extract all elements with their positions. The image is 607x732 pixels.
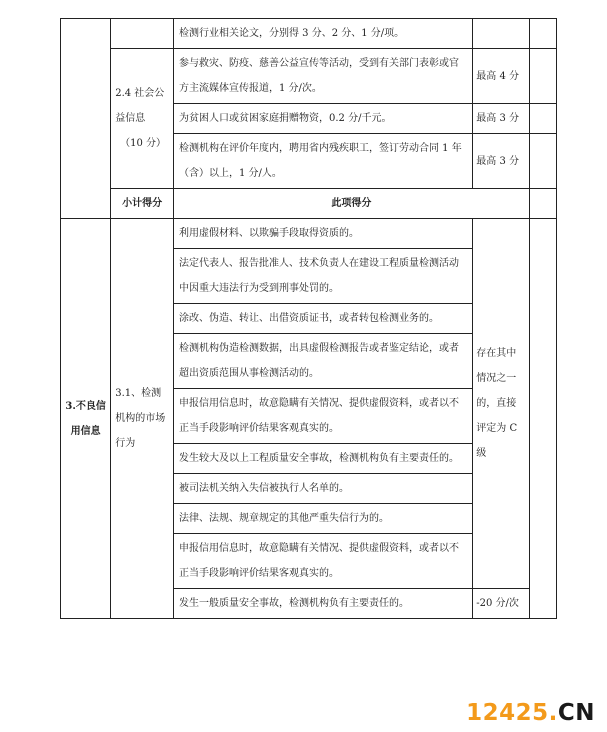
- criterion-text: 发生较大及以上工程质量安全事故，检测机构负有主要责任的。: [174, 444, 473, 474]
- sub-category-points: （10 分）: [120, 138, 167, 149]
- criterion-text: 发生一般质量安全事故，检测机构负有主要责任的。: [174, 589, 473, 619]
- criterion-text: 检测机构伪造检测数据，出具虚假检测报告或者鉴定结论，或者超出资质范围从事检测活动的。: [174, 334, 473, 389]
- criterion-text: 检测行业相关论文，分别得 3 分、2 分、1 分/项。: [174, 19, 473, 49]
- criterion-text: 申报信用信息时，故意隐瞒有关情况、提供虚假资料，或者以不正当手段影响评价结果客观真实的。: [174, 389, 473, 444]
- result-cell-empty: [529, 104, 556, 134]
- criterion-text: 涂改、伪造、转让、出借资质证书，或者转包检测业务的。: [174, 304, 473, 334]
- credit-evaluation-table-page: [60, 18, 557, 619]
- watermark-suffix: CN: [557, 700, 595, 726]
- group-score-cell: 存在其中情况之一的，直接评定为 C 级: [473, 219, 530, 589]
- score-cell-empty: [473, 19, 530, 49]
- sub-category-cell-empty: [111, 19, 174, 49]
- main-category-cell-empty: [61, 19, 111, 219]
- criterion-text: 参与救灾、防疫、慈善公益宣传等活动，受到有关部门表彰或官方主流媒体宣传报道，1 分/次。: [174, 49, 473, 104]
- watermark-number: 12425: [466, 700, 549, 726]
- criterion-text: 法定代表人、报告批准人、技术负责人在建设工程质量检测活动中因重大违法行为受到刑事处罚的。: [174, 249, 473, 304]
- criterion-text: 申报信用信息时，故意隐瞒有关情况、提供虚假资料，或者以不正当手段影响评价结果客观真实的。: [174, 534, 473, 589]
- score-cell: 最高 3 分: [473, 104, 530, 134]
- main-category-cell: 3.不良信用信息: [61, 219, 111, 619]
- table-row: [61, 49, 557, 104]
- result-cell-empty: [529, 134, 556, 189]
- site-watermark-logo: [466, 700, 595, 726]
- subtotal-value: 此项得分: [174, 189, 530, 219]
- subtotal-score-empty: [529, 189, 556, 219]
- score-cell: -20 分/次: [473, 589, 530, 619]
- table-row: [61, 19, 557, 49]
- result-cell-empty: [529, 19, 556, 49]
- sub-category-name: 2.4 社会公益信息: [115, 88, 165, 124]
- subtotal-row: [61, 189, 557, 219]
- score-cell: 最高 4 分: [473, 49, 530, 104]
- criterion-text: 被司法机关纳入失信被执行人名单的。: [174, 474, 473, 504]
- result-cell-empty: [529, 49, 556, 104]
- sub-category-cell: [111, 49, 174, 189]
- credit-evaluation-table: [60, 18, 557, 619]
- table-row: [61, 219, 557, 249]
- criterion-text: 为贫困人口或贫困家庭捐赠物资，0.2 分/千元。: [174, 104, 473, 134]
- subtotal-label: 小计得分: [111, 189, 174, 219]
- criterion-text: 利用虚假材料、以欺骗手段取得资质的。: [174, 219, 473, 249]
- result-cell-empty: [529, 219, 556, 619]
- criterion-text: 法律、法规、规章规定的其他严重失信行为的。: [174, 504, 473, 534]
- watermark-dot: .: [548, 700, 558, 726]
- criterion-text: 检测机构在评价年度内，聘用省内残疾职工，签订劳动合同 1 年（含）以上，1 分/人。: [174, 134, 473, 189]
- score-cell: 最高 3 分: [473, 134, 530, 189]
- sub-category-cell: 3.1、检测机构的市场行为: [111, 219, 174, 619]
